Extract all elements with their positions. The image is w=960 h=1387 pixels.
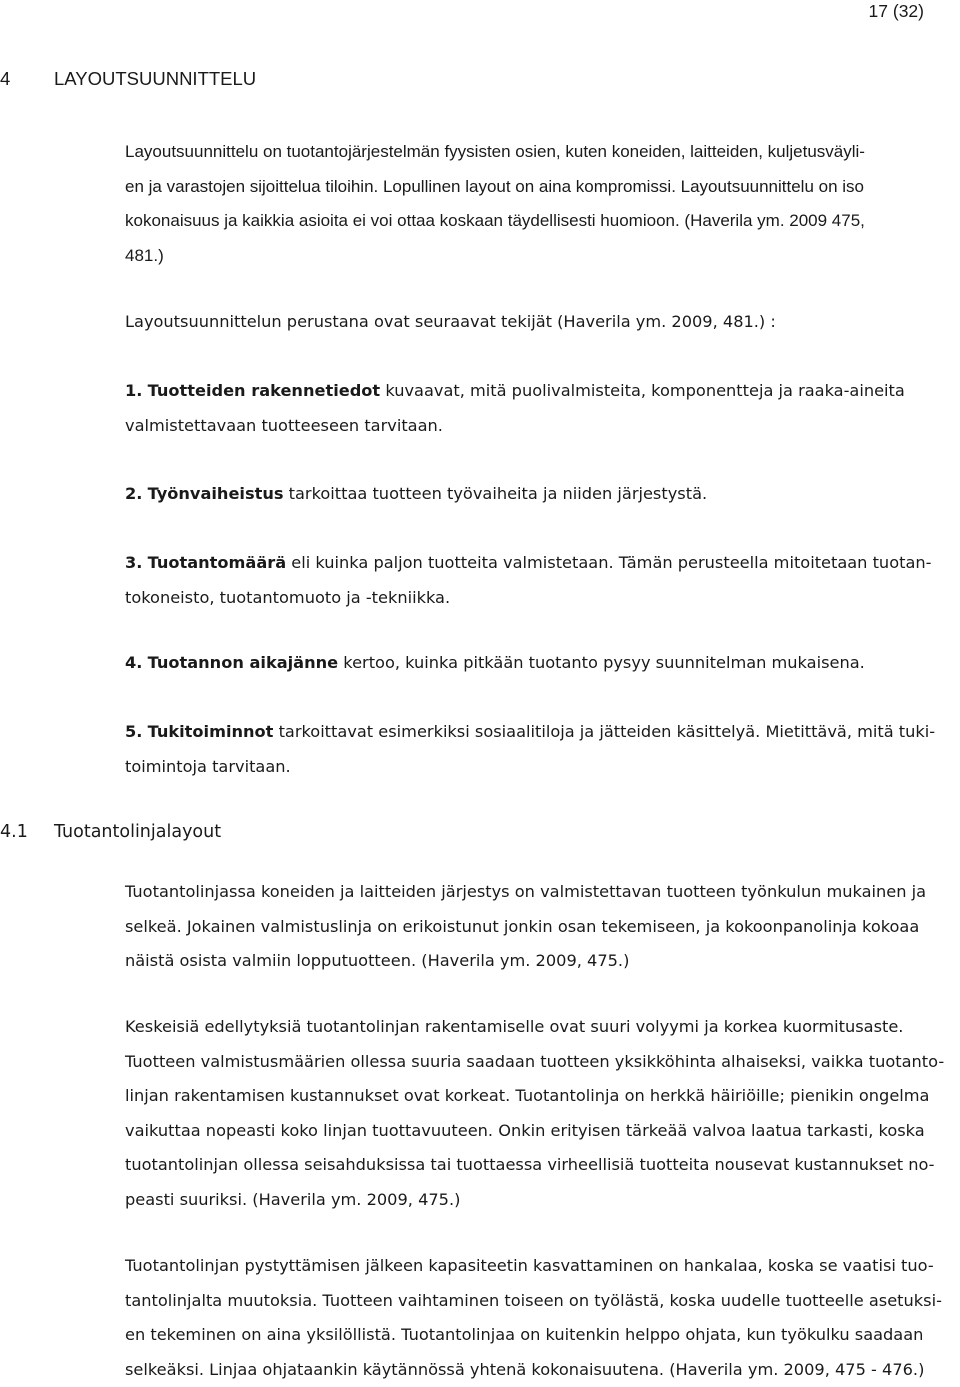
factor-term: Tuotteiden rakennetiedot <box>148 381 381 400</box>
chapter-title: LAYOUTSUUNNITTELU <box>54 68 256 89</box>
text-line: Layoutsuunnittelu on tuotantojärjestelmän fyysisten osien, kuten koneiden, laitteiden, kuljetusväyli- <box>125 135 951 170</box>
text-line: Tuotantolinjassa koneiden ja laitteiden järjestys on valmistettavan tuotteen työnkulun mukainen ja <box>125 875 951 910</box>
text-line <box>125 477 951 512</box>
factor-text: tarkoittaa tuotteen työvaiheita ja niiden järjestystä. <box>284 484 708 503</box>
factor-text: kertoo, kuinka pitkään tuotanto pysyy suunnitelman mukaisena. <box>338 653 865 672</box>
factor-item-3 <box>125 546 951 615</box>
factor-term: Tuotantomäärä <box>148 553 287 572</box>
factor-item-2 <box>125 477 951 512</box>
factor-item-4 <box>125 646 951 681</box>
text-line: Tuotantolinjan pystyttämisen jälkeen kapasiteetin kasvattaminen on hankalaa, koska se vaatisi tuo- <box>125 1249 951 1284</box>
factors-intro <box>125 305 951 340</box>
factor-number: 3. <box>125 553 142 572</box>
text-line <box>125 646 951 681</box>
text-line: peasti suuriksi. (Haverila ym. 2009, 475.) <box>125 1183 951 1218</box>
text-line: 481.) <box>125 239 951 274</box>
text-line: selkeä. Jokainen valmistuslinja on erikoistunut jonkin osan tekemiseen, ja kokoonpanolinja kokoaa <box>125 910 951 945</box>
section-title: Tuotantolinjalayout <box>54 822 221 842</box>
text-line <box>125 715 951 750</box>
section-heading <box>0 822 221 842</box>
text-line <box>125 374 951 409</box>
text-line: en tekeminen on aina yksilöllistä. Tuotantolinjaa on kuitenkin helppo ohjata, kun työkulku saadaan <box>125 1318 951 1353</box>
text-line: selkeäksi. Linjaa ohjataankin käytännössä yhtenä kokonaisuutena. (Haverila ym. 2009, 475 - 476.) <box>125 1353 951 1387</box>
text-line: tokoneisto, tuotantomuoto ja -tekniikka. <box>125 581 951 616</box>
text-line: Tuotteen valmistusmäärien ollessa suuria saadaan tuotteen yksikköhinta alhaiseksi, vaikka tuotanto- <box>125 1045 951 1080</box>
text-line: Keskeisiä edellytyksiä tuotantolinjan rakentamiselle ovat suuri volyymi ja korkea kuormitusaste. <box>125 1010 951 1045</box>
text-line: en ja varastojen sijoittelua tiloihin. Lopullinen layout on aina kompromissi. Layoutsuunnittelu on iso <box>125 170 951 205</box>
factor-item-5 <box>125 715 951 784</box>
section-paragraph-1 <box>125 875 951 979</box>
chapter-heading <box>0 68 256 90</box>
text-line: toimintoja tarvitaan. <box>125 750 951 785</box>
text-line: valmistettavaan tuotteeseen tarvitaan. <box>125 409 951 444</box>
page-number: 17 (32) <box>869 1 924 22</box>
factor-text: eli kuinka paljon tuotteita valmistetaan. Tämän perusteella mitoitetaan tuotan- <box>286 553 931 572</box>
factor-number: 5. <box>125 722 142 741</box>
text-line: vaikuttaa nopeasti koko linjan tuottavuuteen. Onkin erityisen tärkeää valvoa laatua tarkasti, koska <box>125 1114 951 1149</box>
text-line: näistä osista valmiin lopputuotteen. (Haverila ym. 2009, 475.) <box>125 944 951 979</box>
text-line: kokonaisuus ja kaikkia asioita ei voi ottaa koskaan täydellisesti huomioon. (Haverila ym. 2009 475, <box>125 204 951 239</box>
factor-item-1 <box>125 374 951 443</box>
intro-paragraph <box>125 135 951 273</box>
factor-term: Tukitoiminnot <box>148 722 274 741</box>
factor-text: kuvaavat, mitä puolivalmisteita, komponentteja ja raaka-aineita <box>380 381 905 400</box>
text-line: tuotantolinjan ollessa seisahduksissa tai tuottaessa virheellisiä tuotteita nousevat kustannukset no- <box>125 1148 951 1183</box>
factor-number: 4. <box>125 653 142 672</box>
factor-number: 2. <box>125 484 142 503</box>
factor-number: 1. <box>125 381 142 400</box>
factor-term: Työnvaiheistus <box>148 484 284 503</box>
text-line: linjan rakentamisen kustannukset ovat korkeat. Tuotantolinja on herkkä häiriöille; pienikin ongelma <box>125 1079 951 1114</box>
text-line: Layoutsuunnittelun perustana ovat seuraavat tekijät (Haverila ym. 2009, 481.) : <box>125 305 951 340</box>
text-line <box>125 546 951 581</box>
factor-term: Tuotannon aikajänne <box>148 653 339 672</box>
factor-text: tarkoittavat esimerkiksi sosiaalitiloja ja jätteiden käsittelyä. Mietittävä, mitä tuki- <box>273 722 935 741</box>
text-line: tantolinjalta muutoksia. Tuotteen vaihtaminen toiseen on työlästä, koska uudelle tuotteelle asetuksi- <box>125 1284 951 1319</box>
section-paragraph-3 <box>125 1249 951 1387</box>
section-number: 4.1 <box>0 822 54 842</box>
chapter-number: 4 <box>0 68 54 90</box>
section-paragraph-2 <box>125 1010 951 1217</box>
